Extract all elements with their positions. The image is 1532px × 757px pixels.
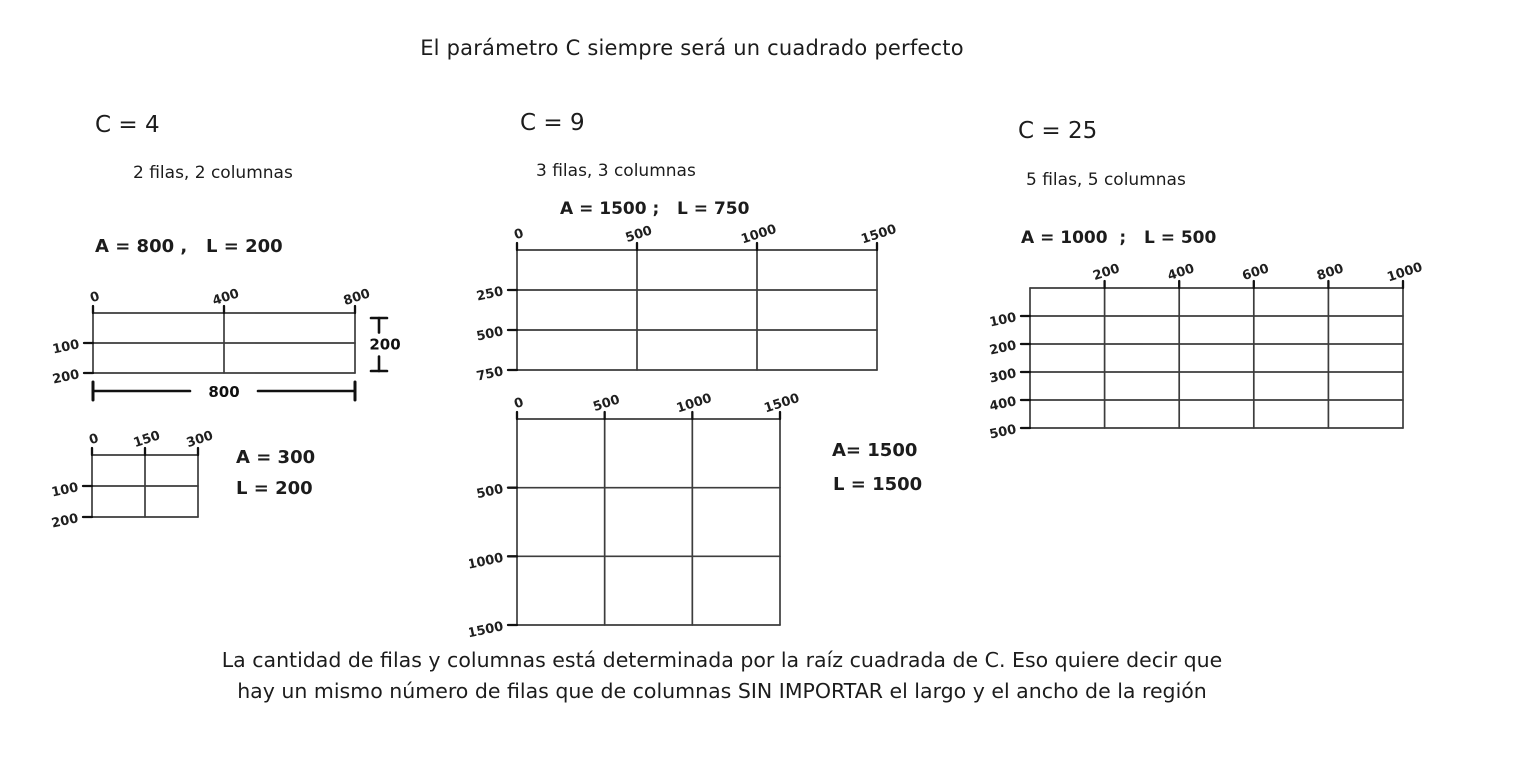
svg-text:200: 200: [369, 335, 401, 354]
svg-text:1000: 1000: [1385, 259, 1425, 286]
c9-side-length-label: L = 1500: [833, 474, 923, 495]
c9-bottom-grid: [469, 387, 804, 643]
c9-area-side-label: A = 1500 ; L = 750: [560, 199, 750, 219]
svg-text:200: 200: [50, 511, 80, 531]
svg-text:100: 100: [50, 480, 80, 501]
svg-text:400: 400: [210, 286, 242, 309]
svg-text:0: 0: [512, 226, 526, 244]
footer-line-1: La cantidad de filas y columnas está determinada por la raíz cuadrada de C. Eso quiere decir que: [221, 648, 1223, 672]
c4-small-grid: [44, 423, 222, 535]
c4-value-label: C = 4: [95, 112, 160, 138]
c9-side-area-label: A= 1500: [832, 440, 918, 461]
svg-text:600: 600: [1240, 261, 1271, 284]
svg-text:1000: 1000: [739, 221, 779, 248]
svg-text:0: 0: [88, 289, 102, 307]
svg-text:800: 800: [341, 286, 373, 309]
svg-text:0: 0: [87, 431, 101, 449]
c9-value-label: C = 9: [520, 110, 585, 136]
svg-text:500: 500: [591, 392, 622, 415]
svg-text:800: 800: [1315, 261, 1346, 284]
svg-text:200: 200: [1091, 261, 1122, 284]
page-title: El parámetro C siempre será un cuadrado perfecto: [420, 36, 964, 60]
svg-text:500: 500: [475, 481, 505, 503]
c4-small-area-label: A = 300: [236, 447, 316, 468]
svg-text:1500: 1500: [859, 221, 899, 248]
svg-text:500: 500: [988, 422, 1018, 442]
svg-text:400: 400: [988, 394, 1018, 415]
svg-text:200: 200: [988, 338, 1018, 359]
svg-text:100: 100: [988, 310, 1018, 331]
c25-main-grid: [982, 256, 1427, 446]
svg-text:500: 500: [623, 223, 655, 246]
svg-text:300: 300: [184, 428, 216, 451]
c4-main-grid: [45, 281, 427, 423]
svg-text:150: 150: [131, 428, 163, 451]
svg-text:1000: 1000: [469, 550, 505, 573]
svg-text:1000: 1000: [674, 390, 714, 417]
footer-line-2: hay un mismo número de filas que de columnas SIN IMPORTAR el largo y el ancho de la región: [237, 679, 1207, 703]
svg-text:300: 300: [988, 366, 1018, 387]
svg-text:400: 400: [1165, 261, 1197, 284]
svg-text:100: 100: [51, 337, 81, 358]
footer-note: [122, 645, 1322, 707]
c25-area-side-label: A = 1000 ; L = 500: [1021, 228, 1217, 248]
c25-value-label: C = 25: [1018, 118, 1098, 144]
svg-text:500: 500: [475, 324, 505, 345]
svg-text:250: 250: [475, 284, 505, 305]
svg-text:800: 800: [208, 383, 240, 401]
c4-rows-cols-label: 2 filas, 2 columnas: [133, 163, 293, 183]
svg-text:750: 750: [475, 364, 505, 384]
svg-text:0: 0: [512, 395, 526, 413]
c9-rows-cols-label: 3 filas, 3 columnas: [536, 161, 696, 181]
c4-small-side-label: L = 200: [236, 478, 313, 499]
c9-top-grid: [469, 218, 901, 388]
svg-text:1500: 1500: [469, 619, 505, 639]
svg-text:1500: 1500: [762, 390, 802, 417]
svg-text:200: 200: [51, 367, 81, 388]
c25-rows-cols-label: 5 filas, 5 columnas: [1026, 170, 1186, 190]
c4-area-side-label: A = 800 , L = 200: [95, 236, 283, 257]
